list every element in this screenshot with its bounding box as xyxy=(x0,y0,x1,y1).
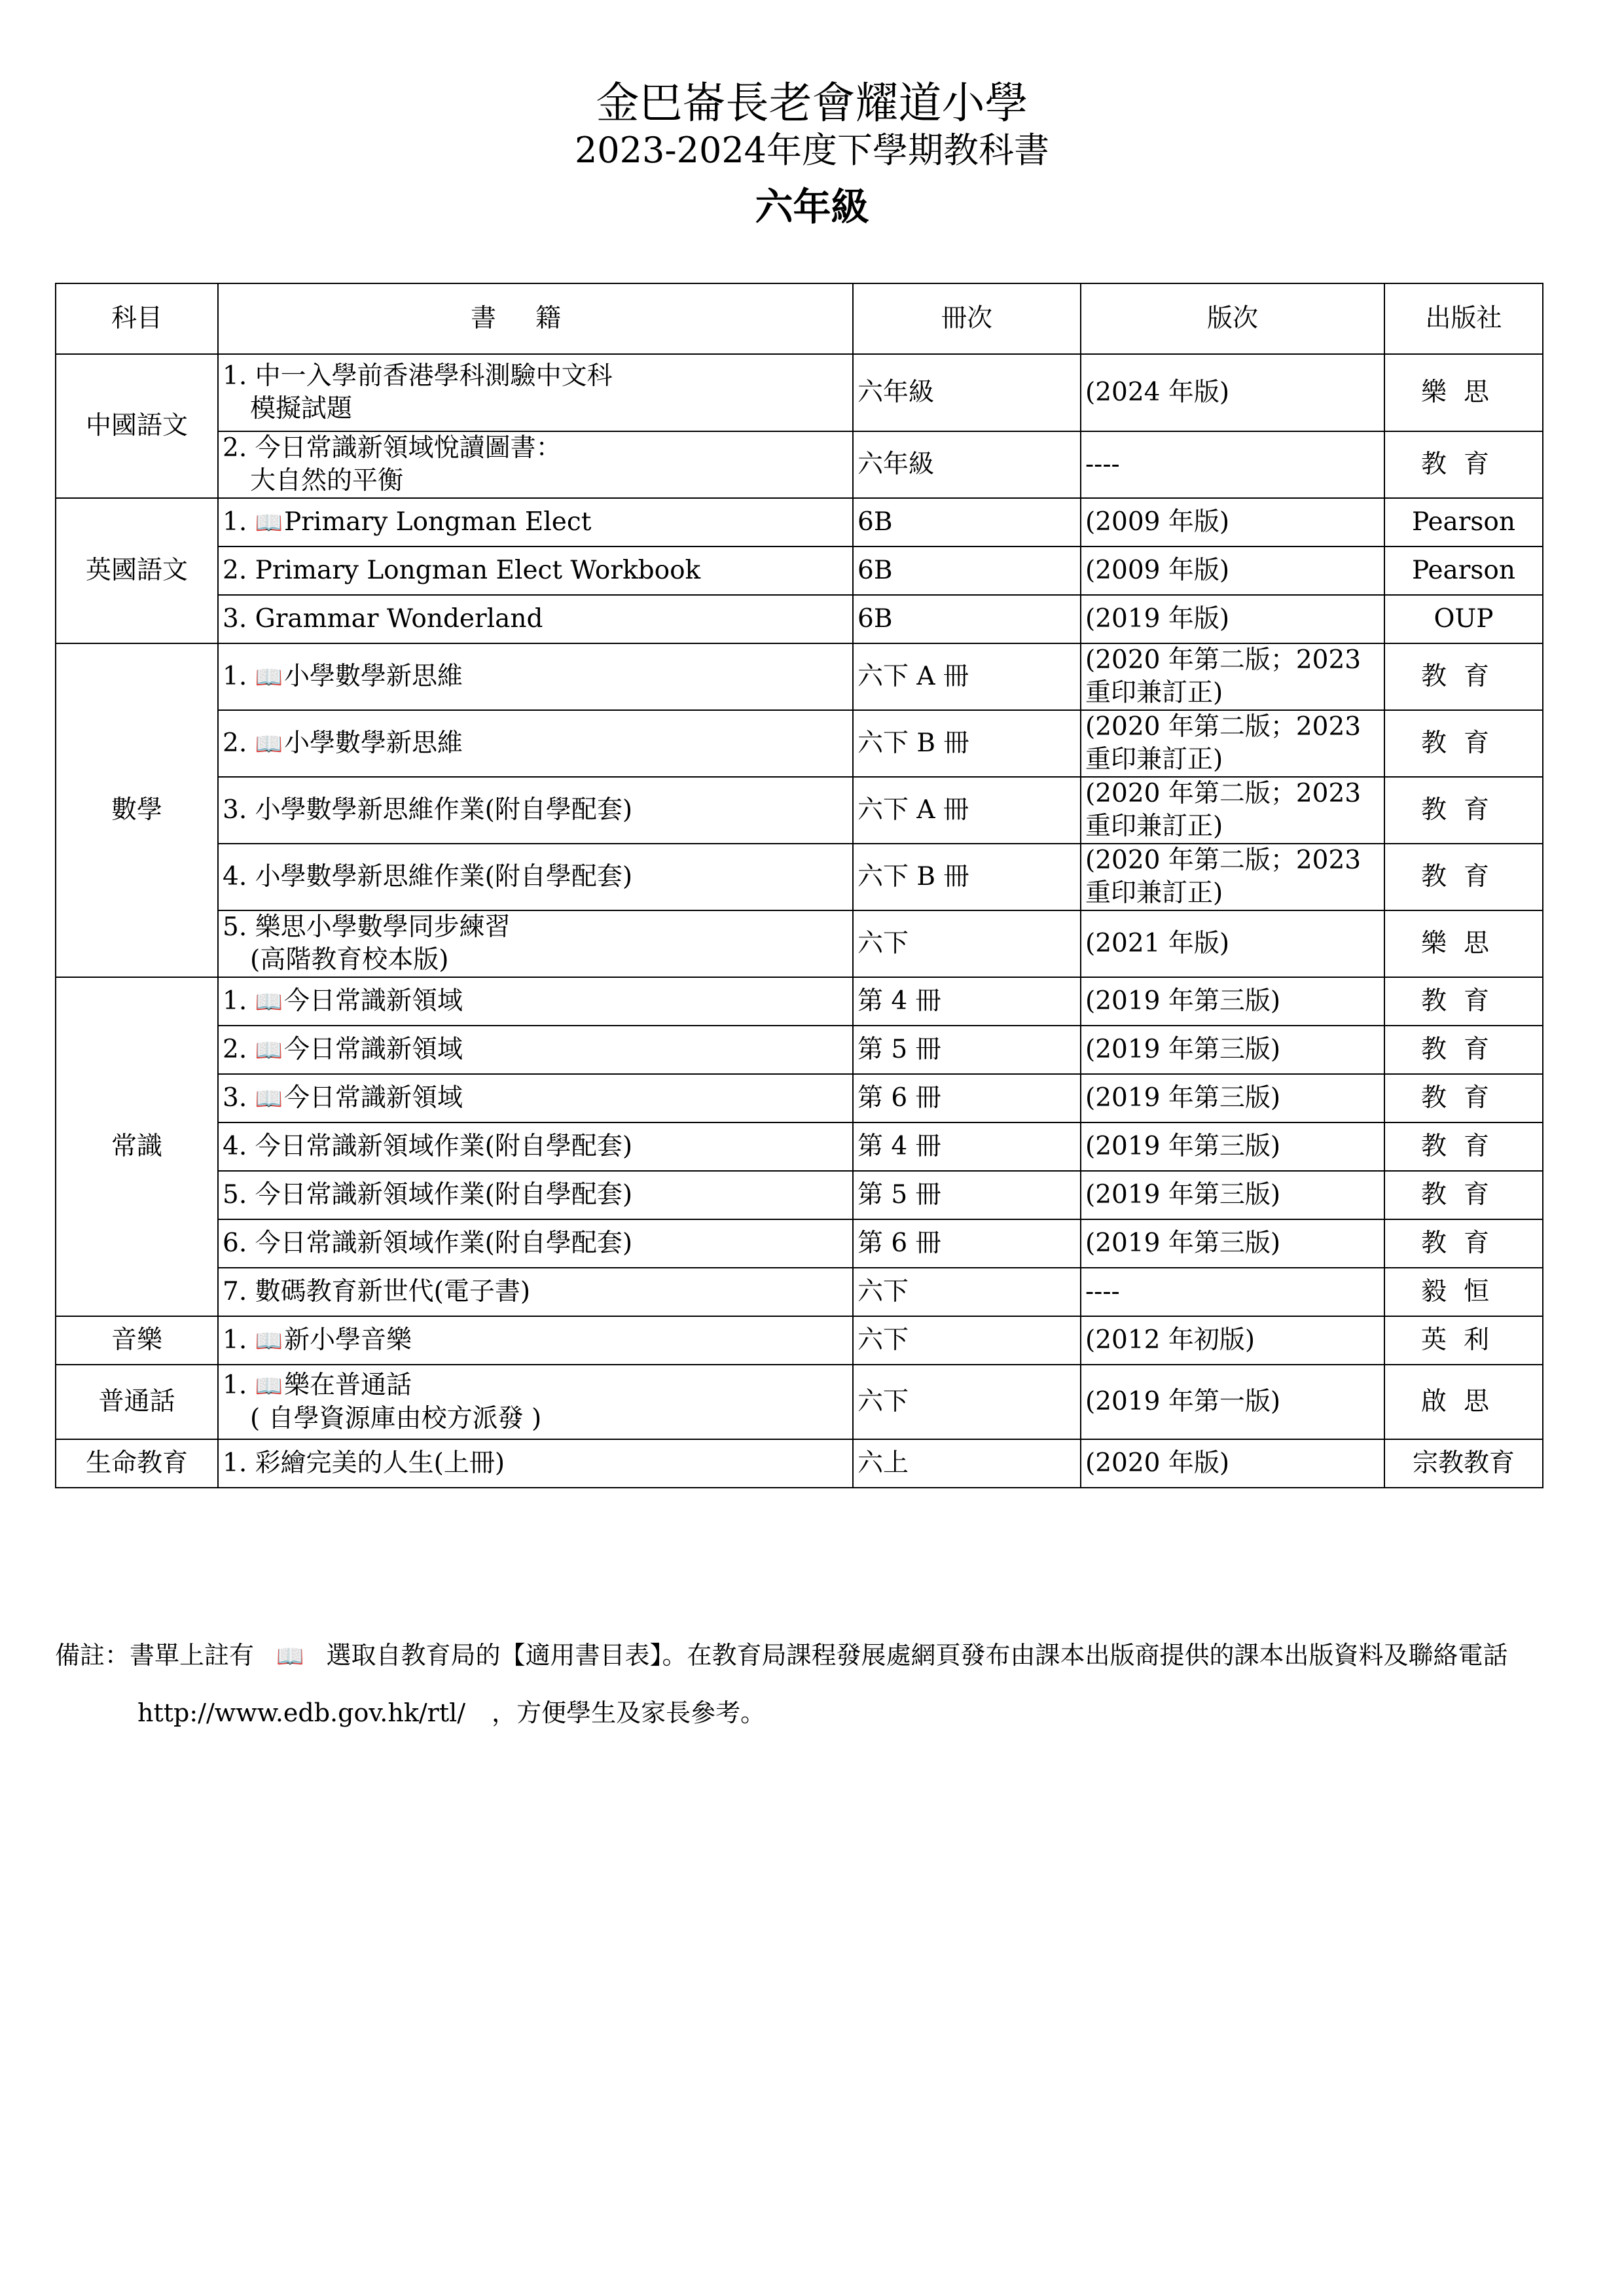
table-row xyxy=(56,777,1543,844)
book-title-cell xyxy=(218,977,853,1026)
edition-text: (2019 年第三版) xyxy=(1085,1083,1281,1113)
item-number: 1. xyxy=(223,986,247,1016)
school-name: 金巴崙長老會耀道小學 xyxy=(596,78,1028,128)
edition-text: (2024 年版) xyxy=(1085,378,1230,407)
volume-cell: 六年級 xyxy=(853,354,1081,431)
publisher-cell: OUP xyxy=(1384,595,1543,643)
edition-text: (2009 年版) xyxy=(1085,507,1230,537)
edition-cell xyxy=(1081,431,1384,498)
book-icon: 📖 xyxy=(276,1643,304,1670)
book-title-cell xyxy=(218,595,853,643)
book-title: 今日常識新領域 xyxy=(283,986,463,1016)
book-title: 數碼教育新世代(電子書) xyxy=(255,1277,531,1306)
book-title: Grammar Wonderland xyxy=(255,604,543,634)
book-title: 小學數學新思維作業(附自學配套) xyxy=(255,795,633,825)
volume-cell: 第 4 冊 xyxy=(853,977,1081,1026)
publisher-cell: 教育 xyxy=(1384,710,1543,777)
table-row xyxy=(56,354,1543,431)
table-row xyxy=(56,1365,1543,1439)
item-number: 1. xyxy=(223,361,247,391)
book-title-line2: 大自然的平衡 xyxy=(250,466,404,495)
edition-cell xyxy=(1081,1074,1384,1122)
publisher-cell: 英利 xyxy=(1384,1316,1543,1365)
edition-text: (2019 年第三版) xyxy=(1085,1229,1281,1258)
book-icon: 📖 xyxy=(255,1085,283,1112)
book-title-cell xyxy=(218,1122,853,1171)
table-row xyxy=(56,710,1543,777)
book-icon: 📖 xyxy=(255,1037,283,1064)
item-number: 5. xyxy=(223,1180,247,1210)
publisher-cell: 教育 xyxy=(1384,1219,1543,1268)
book-title: 彩繪完美的人生(上冊) xyxy=(255,1448,505,1478)
volume-cell: 六下 xyxy=(853,910,1081,977)
book-title-line2: ( 自學資源庫由校方派發 ) xyxy=(250,1403,542,1433)
item-number: 2. xyxy=(223,728,247,758)
table-row xyxy=(56,1439,1543,1488)
table-row xyxy=(56,1316,1543,1365)
book-title: 小學數學新思維 xyxy=(283,661,463,691)
publisher-cell: 樂思 xyxy=(1384,354,1543,431)
edition-text: (2021 年版) xyxy=(1085,929,1230,958)
edition-cell xyxy=(1081,1026,1384,1074)
table-row xyxy=(56,595,1543,643)
remark-suffix: ，方便學生及家長參考。 xyxy=(492,1698,766,1727)
volume-cell: 六下 xyxy=(853,1316,1081,1365)
subject-cell: 常識 xyxy=(56,977,218,1316)
edition-cell xyxy=(1081,1316,1384,1365)
publisher-cell: 啟思 xyxy=(1384,1365,1543,1439)
edition-cell xyxy=(1081,910,1384,977)
book-title-cell xyxy=(218,710,853,777)
column-header-edition: 版次 xyxy=(1081,283,1384,354)
volume-cell: 第 5 冊 xyxy=(853,1171,1081,1219)
book-title: 今日常識新領域悅讀圖書： xyxy=(255,433,562,463)
column-header-publisher: 出版社 xyxy=(1384,283,1543,354)
volume-cell: 六下 B 冊 xyxy=(853,844,1081,910)
item-number: 6. xyxy=(223,1229,247,1258)
edition-text: (2012 年初版) xyxy=(1085,1325,1255,1355)
column-header-volume: 冊次 xyxy=(853,283,1081,354)
book-icon: 📖 xyxy=(255,1327,283,1354)
volume-cell: 六下 A 冊 xyxy=(853,643,1081,710)
volume-cell: 六下 xyxy=(853,1365,1081,1439)
volume-cell: 六下 B 冊 xyxy=(853,710,1081,777)
table-row xyxy=(56,1026,1543,1074)
book-title: 今日常識新領域作業(附自學配套) xyxy=(255,1132,633,1161)
edition-text-line2: 重印兼訂正) xyxy=(1085,678,1223,708)
volume-cell: 6B xyxy=(853,547,1081,595)
edition-text: (2019 年第三版) xyxy=(1085,986,1281,1016)
book-title: 中一入學前香港學科測驗中文科 xyxy=(255,361,613,391)
item-number: 2. xyxy=(223,433,247,463)
publisher-cell: 毅恒 xyxy=(1384,1268,1543,1316)
table-row xyxy=(56,431,1543,498)
book-title-cell xyxy=(218,354,853,431)
edition-text: (2020 年第二版；2023 xyxy=(1085,645,1362,675)
book-title-cell xyxy=(218,1365,853,1439)
edition-text-line2: 重印兼訂正) xyxy=(1085,878,1223,908)
book-icon: 📖 xyxy=(255,730,283,757)
table-row xyxy=(56,1122,1543,1171)
book-icon: 📖 xyxy=(255,509,283,536)
book-title-cell xyxy=(218,547,853,595)
table-row xyxy=(56,643,1543,710)
subject-cell: 數學 xyxy=(56,643,218,977)
grade-title: 六年級 xyxy=(755,185,869,229)
book-title-cell xyxy=(218,1439,853,1488)
edition-text: (2020 年第二版；2023 xyxy=(1085,846,1362,875)
publisher-cell: 宗教教育 xyxy=(1384,1439,1543,1488)
edition-cell xyxy=(1081,1439,1384,1488)
term-title: 2023-2024年度下學期教科書 xyxy=(574,130,1050,171)
book-icon: 📖 xyxy=(255,664,283,691)
publisher-cell: Pearson xyxy=(1384,498,1543,547)
volume-cell: 第 4 冊 xyxy=(853,1122,1081,1171)
table-row xyxy=(56,844,1543,910)
publisher-cell: 教育 xyxy=(1384,1122,1543,1171)
volume-cell: 六年級 xyxy=(853,431,1081,498)
edition-text: (2019 年第三版) xyxy=(1085,1180,1281,1210)
publisher-cell: Pearson xyxy=(1384,547,1543,595)
publisher-cell: 教育 xyxy=(1384,1074,1543,1122)
publisher-cell: 樂思 xyxy=(1384,910,1543,977)
table-body xyxy=(56,354,1543,1488)
column-header-books: 書籍 xyxy=(218,283,853,354)
book-icon: 📖 xyxy=(255,988,283,1015)
remark-text: 選取自教育局的【適用書目表】。在教育局課程發展處網頁發布由課本出版商提供的課本出版資料及聯絡電話 xyxy=(326,1641,1508,1670)
volume-cell: 第 6 冊 xyxy=(853,1219,1081,1268)
book-title: 今日常識新領域作業(附自學配套) xyxy=(255,1180,633,1210)
subject-cell: 生命教育 xyxy=(56,1439,218,1488)
table-row xyxy=(56,910,1543,977)
edition-cell xyxy=(1081,643,1384,710)
edition-text: (2020 年第二版；2023 xyxy=(1085,779,1362,808)
book-title-cell xyxy=(218,1316,853,1365)
book-title: 新小學音樂 xyxy=(283,1325,412,1355)
edition-cell xyxy=(1081,1219,1384,1268)
column-header-subject: 科目 xyxy=(56,283,218,354)
edition-cell xyxy=(1081,977,1384,1026)
book-icon: 📖 xyxy=(255,1372,283,1399)
edition-cell xyxy=(1081,777,1384,844)
book-title-cell xyxy=(218,1268,853,1316)
edition-cell xyxy=(1081,354,1384,431)
item-number: 7. xyxy=(223,1277,247,1306)
edition-text-line2: 重印兼訂正) xyxy=(1085,812,1223,841)
book-title-line2: 模擬試題 xyxy=(250,394,353,423)
edition-text: ---- xyxy=(1085,1277,1120,1306)
remark-url[interactable]: http://www.edb.gov.hk/rtl/ xyxy=(137,1698,466,1727)
book-title-cell xyxy=(218,1026,853,1074)
item-number: 5. xyxy=(223,912,247,942)
subject-cell: 普通話 xyxy=(56,1365,218,1439)
book-title-cell xyxy=(218,844,853,910)
book-title: Primary Longman Elect xyxy=(283,507,592,537)
volume-cell: 六下 xyxy=(853,1268,1081,1316)
edition-text: (2020 年版) xyxy=(1085,1448,1230,1478)
table-row xyxy=(56,547,1543,595)
book-title: 今日常識新領域作業(附自學配套) xyxy=(255,1229,633,1258)
edition-cell xyxy=(1081,1122,1384,1171)
book-title-cell xyxy=(218,910,853,977)
volume-cell: 六上 xyxy=(853,1439,1081,1488)
table-row xyxy=(56,1268,1543,1316)
book-title-cell xyxy=(218,643,853,710)
publisher-cell: 教育 xyxy=(1384,1171,1543,1219)
edition-cell xyxy=(1081,1171,1384,1219)
book-title: 今日常識新領域 xyxy=(283,1034,463,1064)
book-title-cell xyxy=(218,431,853,498)
edition-cell xyxy=(1081,844,1384,910)
edition-cell xyxy=(1081,1365,1384,1439)
item-number: 1. xyxy=(223,1325,247,1355)
edition-text: (2019 年版) xyxy=(1085,604,1230,634)
item-number: 3. xyxy=(223,604,247,634)
item-number: 1. xyxy=(223,507,247,537)
book-title: 樂在普通話 xyxy=(283,1370,412,1400)
publisher-cell: 教育 xyxy=(1384,431,1543,498)
volume-cell: 6B xyxy=(853,595,1081,643)
publisher-cell: 教育 xyxy=(1384,777,1543,844)
table-row xyxy=(56,1219,1543,1268)
item-number: 3. xyxy=(223,1083,247,1113)
table-row xyxy=(56,1171,1543,1219)
item-number: 1. xyxy=(223,1370,247,1400)
volume-cell: 第 6 冊 xyxy=(853,1074,1081,1122)
edition-text: (2020 年第二版；2023 xyxy=(1085,712,1362,742)
table-header-row xyxy=(56,283,1543,354)
edition-cell xyxy=(1081,1268,1384,1316)
edition-cell xyxy=(1081,547,1384,595)
edition-text: (2009 年版) xyxy=(1085,556,1230,585)
table-row xyxy=(56,977,1543,1026)
edition-text: (2019 年第三版) xyxy=(1085,1035,1281,1064)
book-title: 樂思小學數學同步練習 xyxy=(255,912,511,942)
publisher-cell: 教育 xyxy=(1384,643,1543,710)
table-row xyxy=(56,498,1543,547)
book-title: 小學數學新思維作業(附自學配套) xyxy=(255,862,633,891)
publisher-cell: 教育 xyxy=(1384,977,1543,1026)
publisher-cell: 教育 xyxy=(1384,1026,1543,1074)
subject-cell: 中國語文 xyxy=(56,354,218,498)
book-title-cell xyxy=(218,1171,853,1219)
book-title-line2: (高階教育校本版) xyxy=(250,945,449,975)
item-number: 1. xyxy=(223,661,247,691)
publisher-cell: 教育 xyxy=(1384,844,1543,910)
edition-cell xyxy=(1081,710,1384,777)
item-number: 3. xyxy=(223,795,247,825)
book-title: 小學數學新思維 xyxy=(283,728,463,758)
subject-cell: 音樂 xyxy=(56,1316,218,1365)
item-number: 1. xyxy=(223,1448,247,1478)
book-title-cell xyxy=(218,1219,853,1268)
book-title-cell xyxy=(218,1074,853,1122)
edition-text: ---- xyxy=(1085,450,1120,479)
edition-text-line2: 重印兼訂正) xyxy=(1085,745,1223,774)
item-number: 2. xyxy=(223,556,247,585)
table-row xyxy=(56,1074,1543,1122)
remark-prefix: 備註：書單上註有 xyxy=(55,1641,255,1670)
book-title: 今日常識新領域 xyxy=(283,1083,463,1113)
item-number: 4. xyxy=(223,1132,247,1161)
edition-text: (2019 年第一版) xyxy=(1085,1387,1281,1416)
volume-cell: 6B xyxy=(853,498,1081,547)
volume-cell: 第 5 冊 xyxy=(853,1026,1081,1074)
book-title-cell xyxy=(218,498,853,547)
edition-text: (2019 年第三版) xyxy=(1085,1132,1281,1161)
item-number: 4. xyxy=(223,862,247,891)
edition-cell xyxy=(1081,498,1384,547)
volume-cell: 六下 A 冊 xyxy=(853,777,1081,844)
book-title: Primary Longman Elect Workbook xyxy=(255,556,701,585)
subject-cell: 英國語文 xyxy=(56,498,218,643)
book-title-cell xyxy=(218,777,853,844)
remark xyxy=(55,1636,1561,1732)
textbook-table xyxy=(55,283,1543,1488)
edition-cell xyxy=(1081,595,1384,643)
item-number: 2. xyxy=(223,1034,247,1064)
